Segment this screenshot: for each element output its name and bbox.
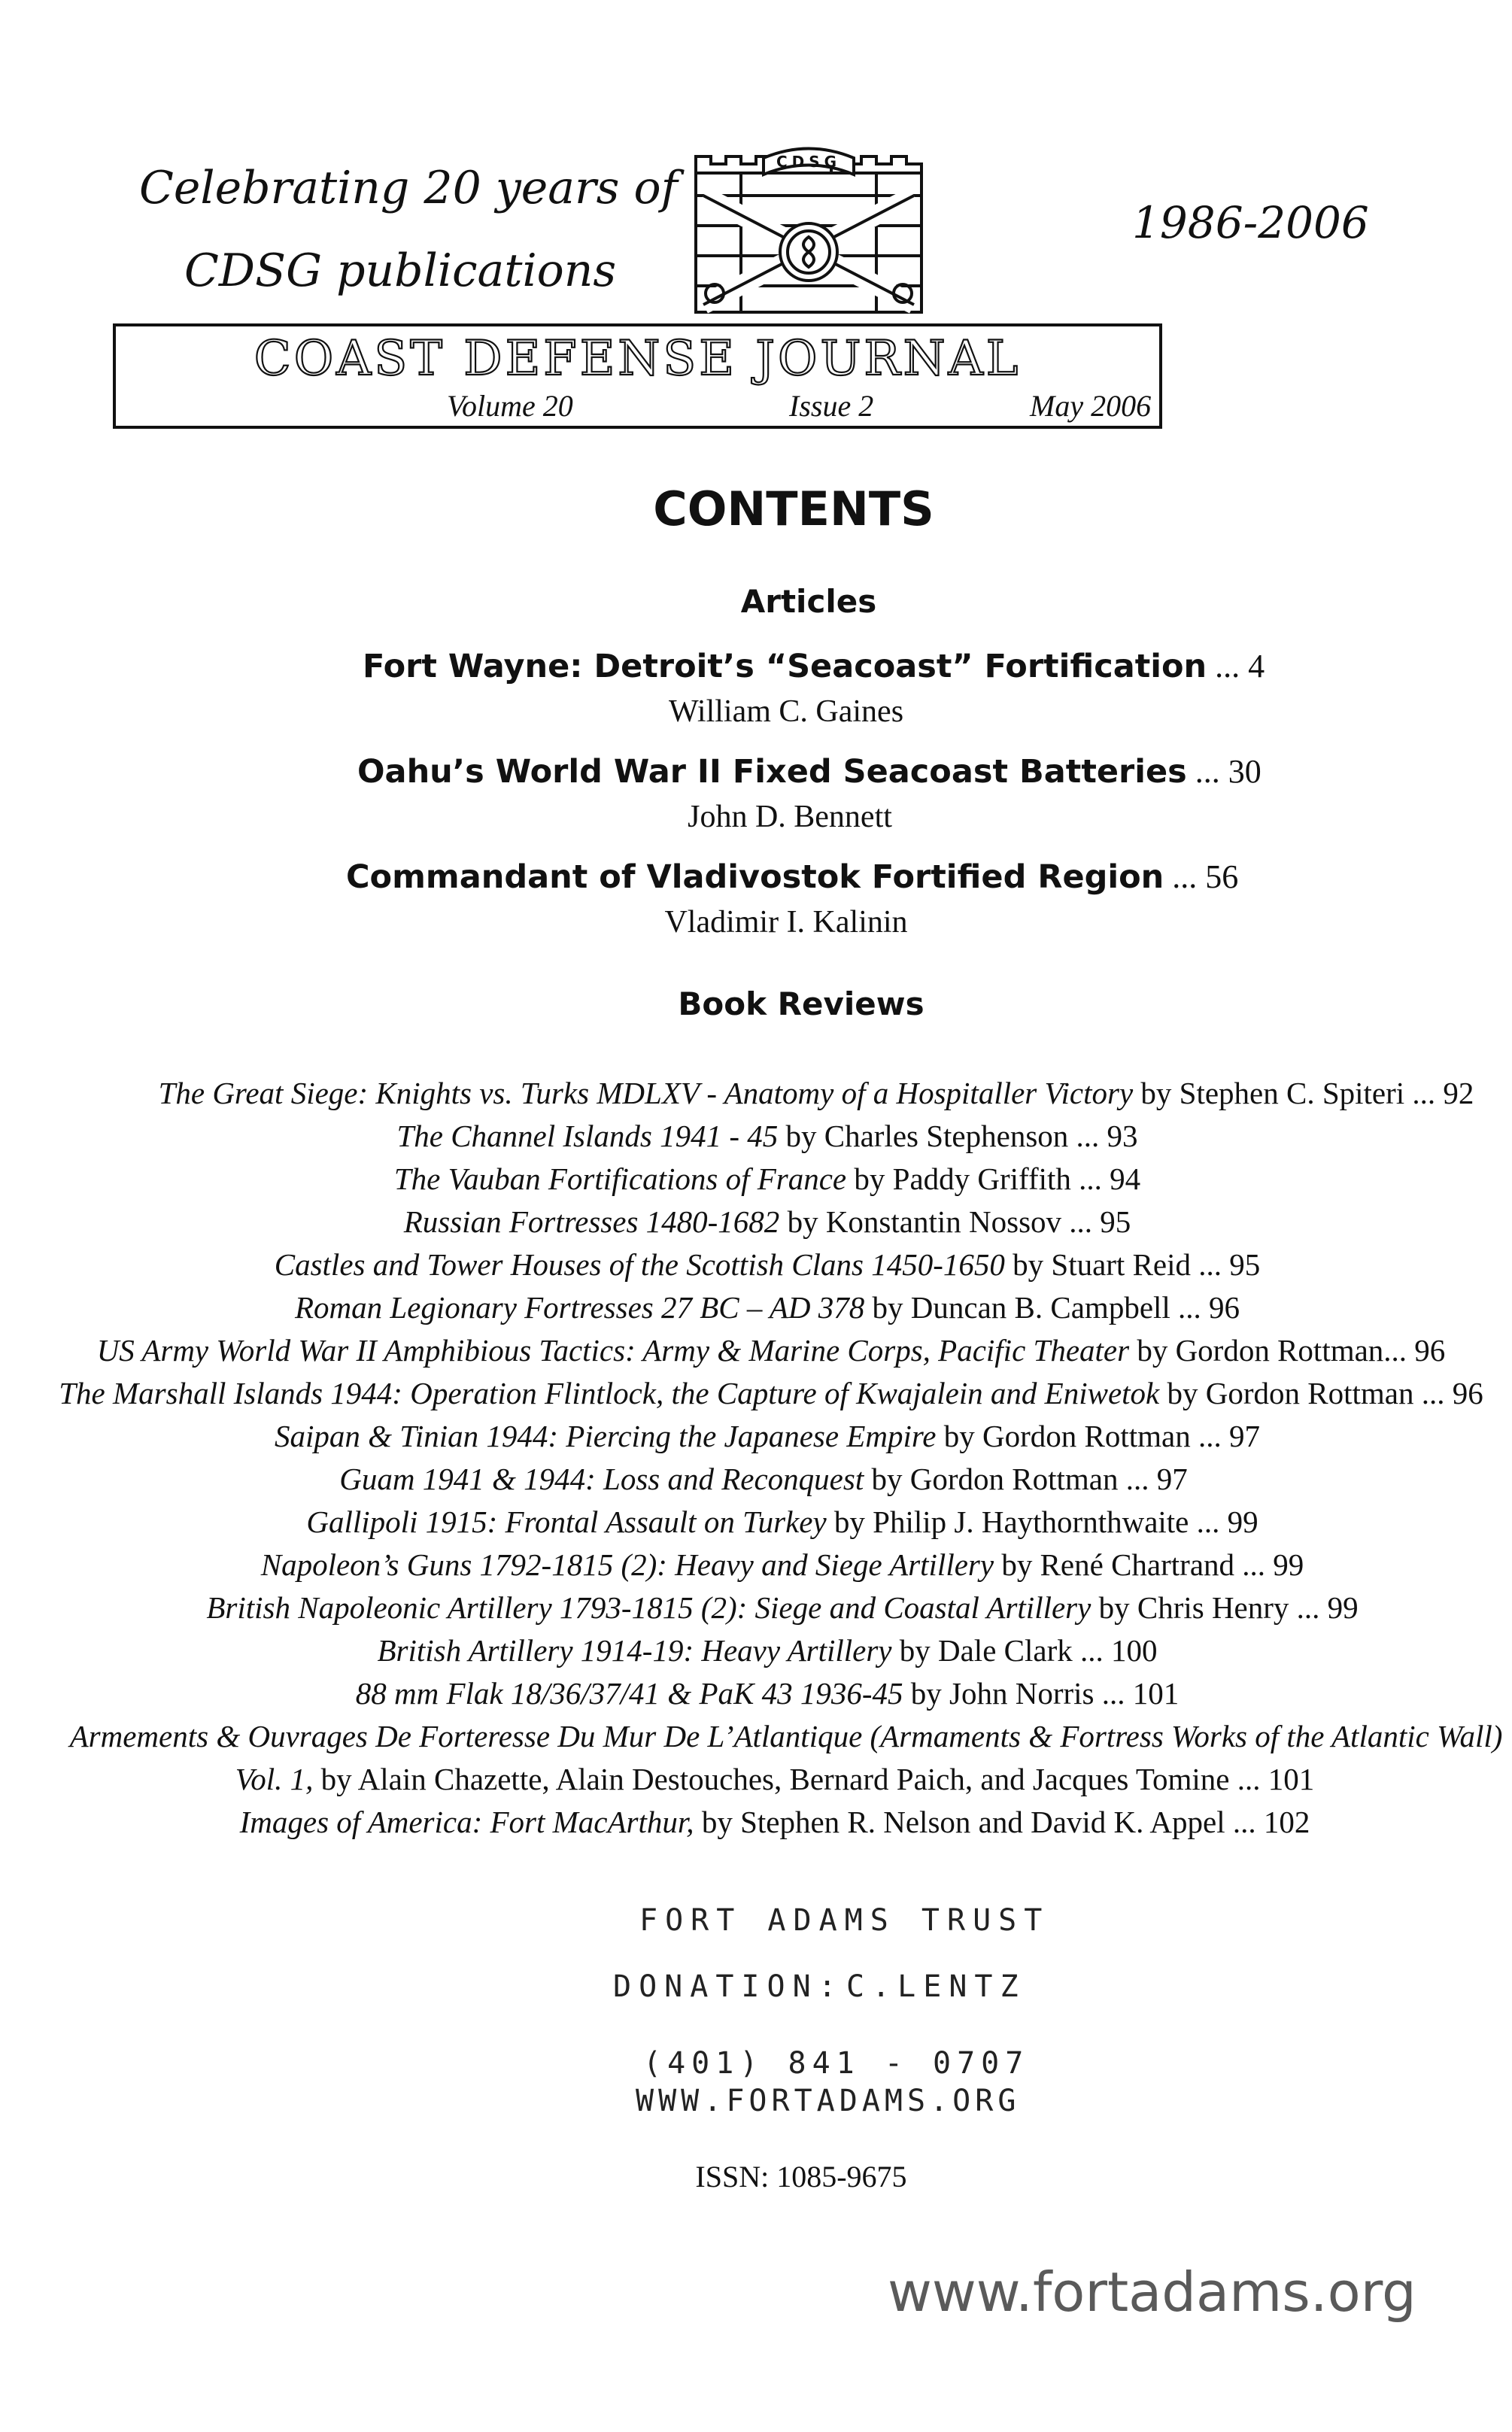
- stamp-line-1: FORT ADAMS TRUST: [639, 1903, 1050, 1938]
- article-title-3: [346, 858, 1238, 896]
- website-watermark: www.fortadams.org: [888, 2260, 1416, 2324]
- review-item: [0, 1629, 1512, 1671]
- article-title-text: Oahu’s World War II Fixed Seacoast Batteries: [357, 753, 1187, 791]
- years-range: 1986-2006: [1132, 197, 1369, 248]
- stamp-phone: (401) 841 - 0707: [643, 2046, 1030, 2081]
- review-item: [0, 1586, 1512, 1629]
- review-author-page: by Stephen R. Nelson and David K. Appel ... 102: [694, 1805, 1310, 1839]
- review-title: US Army World War II Amphibious Tactics: Army & Marine Corps, Pacific Theater: [96, 1333, 1130, 1368]
- celebrating-line-2: CDSG publications: [184, 244, 617, 297]
- review-item: [0, 1544, 1512, 1586]
- review-author-page: by Gordon Rottman ... 96: [1159, 1376, 1483, 1410]
- review-title: Roman Legionary Fortresses 27 BC – AD 378: [294, 1290, 865, 1325]
- review-item: [0, 1715, 1512, 1757]
- review-title: British Artillery 1914-19: Heavy Artillery: [377, 1633, 892, 1668]
- stamp-url: WWW.FORTADAMS.ORG: [636, 2084, 1021, 2118]
- review-item: [0, 1801, 1512, 1843]
- review-title: The Channel Islands 1941 - 45: [396, 1119, 779, 1153]
- article-page: ... 4: [1207, 648, 1265, 685]
- review-item: [0, 1672, 1512, 1714]
- review-title: Vol. 1,: [235, 1762, 314, 1796]
- volume-label: Volume 20: [447, 389, 573, 423]
- stamp-donation-label: DONATION:: [613, 1969, 844, 2004]
- article-title-text: Commandant of Vladivostok Fortified Region: [346, 858, 1164, 896]
- review-item: [0, 1115, 1512, 1157]
- review-item: [0, 1158, 1512, 1200]
- date-label: May 2006: [1030, 389, 1152, 423]
- review-author-page: by Stuart Reid ... 95: [1004, 1247, 1261, 1282]
- review-title: Castles and Tower Houses of the Scottish Clans 1450-1650: [274, 1247, 1005, 1282]
- review-author-page: by René Chartrand ... 99: [994, 1547, 1304, 1582]
- review-author-page: by Alain Chazette, Alain Destouches, Bernard Paich, and Jacques Tomine ... 101: [313, 1762, 1315, 1796]
- review-item: [0, 1201, 1512, 1243]
- stamp-donor-name: C.LENTZ: [846, 1969, 1026, 2004]
- review-title: The Vauban Fortifications of France: [393, 1161, 847, 1196]
- issue-label: Issue 2: [789, 389, 874, 423]
- review-item: [0, 1372, 1512, 1414]
- article-author-1: William C. Gaines: [668, 694, 904, 729]
- review-item: [0, 1072, 1512, 1114]
- journal-title: COAST DEFENSE JOURNAL: [254, 331, 1022, 387]
- review-title: The Marshall Islands 1944: Operation Flintlock, the Capture of Kwajalein and Eniwetok: [59, 1376, 1160, 1410]
- review-author-page: by John Norris ... 101: [903, 1676, 1180, 1711]
- review-item: [0, 1243, 1512, 1286]
- article-title-text: Fort Wayne: Detroit’s “Seacoast” Fortification: [363, 648, 1207, 685]
- review-author-page: by Duncan B. Campbell ... 96: [864, 1290, 1240, 1325]
- review-title: Saipan & Tinian 1944: Piercing the Japanese Empire: [275, 1419, 937, 1453]
- review-title: Armements & Ouvrages De Forteresse Du Mur De L’Atlantique (Armaments & Fortress Works of the Atlantic Wall): [69, 1719, 1503, 1753]
- issn-number: ISSN: 1085-9675: [695, 2160, 907, 2194]
- review-author-page: by Konstantin Nossov ... 95: [779, 1204, 1131, 1239]
- review-title: 88 mm Flak 18/36/37/41 & PaK 43 1936-45: [355, 1676, 903, 1711]
- review-author-page: by Stephen C. Spiteri ... 92: [1133, 1076, 1474, 1110]
- celebrating-line-1: Celebrating 20 years of: [139, 162, 678, 214]
- review-author-page: by Philip J. Haythornthwaite ... 99: [826, 1504, 1258, 1539]
- articles-heading: Articles: [740, 583, 877, 620]
- review-item: [0, 1415, 1512, 1457]
- review-title: Images of America: Fort MacArthur,: [239, 1805, 694, 1839]
- review-title: The Great Siege: Knights vs. Turks MDLXV - Anatomy of a Hospitaller Victory: [158, 1076, 1134, 1110]
- article-page: ... 30: [1186, 753, 1262, 790]
- review-author-page: by Charles Stephenson ... 93: [778, 1119, 1138, 1153]
- masthead-box: [113, 323, 1162, 429]
- book-reviews-heading: Book Reviews: [678, 985, 925, 1022]
- review-item: [0, 1458, 1512, 1500]
- logo-text: CDSG: [776, 153, 842, 171]
- review-title: British Napoleonic Artillery 1793-1815 (2): Siege and Coastal Artillery: [206, 1590, 1091, 1625]
- review-item: [0, 1758, 1512, 1800]
- review-title: Napoleon’s Guns 1792-1815 (2): Heavy and Siege Artillery: [260, 1547, 994, 1582]
- review-item: [0, 1501, 1512, 1543]
- review-author-page: by Chris Henry ... 99: [1091, 1590, 1359, 1625]
- review-item: [0, 1329, 1512, 1371]
- review-title: Russian Fortresses 1480-1682: [403, 1204, 780, 1239]
- review-title: Gallipoli 1915: Frontal Assault on Turkey: [306, 1504, 827, 1539]
- article-page: ... 56: [1164, 858, 1239, 895]
- review-author-page: by Gordon Rottman... 96: [1129, 1333, 1446, 1368]
- review-author-page: by Gordon Rottman ... 97: [936, 1419, 1260, 1453]
- article-author-2: John D. Bennett: [688, 800, 892, 834]
- article-title-2: [357, 752, 1262, 791]
- review-author-page: by Dale Clark ... 100: [891, 1633, 1158, 1668]
- cdsg-crest-logo: [681, 143, 937, 320]
- review-author-page: by Paddy Griffith ... 94: [846, 1161, 1141, 1196]
- review-author-page: by Gordon Rottman ... 97: [864, 1462, 1188, 1496]
- article-title-1: [363, 647, 1265, 685]
- article-author-3: Vladimir I. Kalinin: [664, 905, 908, 940]
- review-item: [0, 1286, 1512, 1328]
- contents-heading: CONTENTS: [653, 481, 934, 536]
- review-title: Guam 1941 & 1944: Loss and Reconquest: [339, 1462, 864, 1496]
